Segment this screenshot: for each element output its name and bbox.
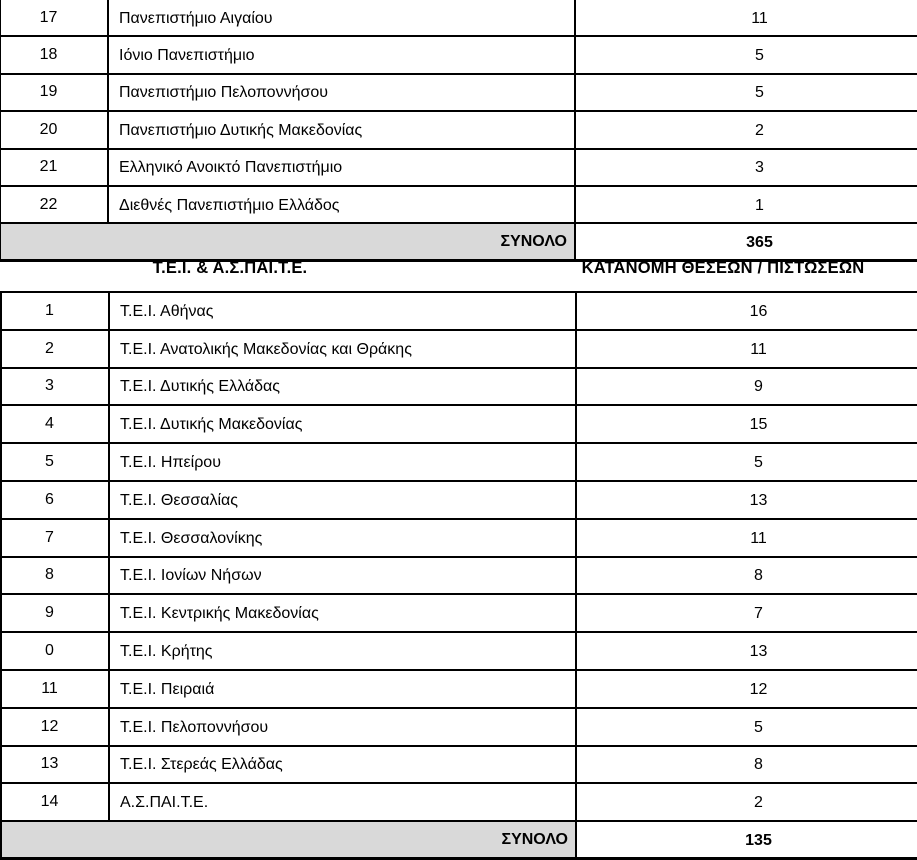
- table-row: [1, 36, 917, 73]
- row-index: 20: [1, 111, 109, 148]
- institution-name: Ιόνιο Πανεπιστήμιο: [108, 36, 575, 73]
- row-index: 2: [1, 330, 109, 368]
- allocation-value: 5: [576, 443, 917, 481]
- row-index: 19: [1, 74, 109, 111]
- row-index: 1: [1, 292, 109, 330]
- institution-name: Τ.Ε.Ι. Στερεάς Ελλάδας: [109, 746, 576, 784]
- row-index: 4: [1, 405, 109, 443]
- allocation-value: 11: [575, 0, 917, 36]
- total-row: [1, 821, 917, 859]
- institution-name: Πανεπιστήμιο Πελοποννήσου: [108, 74, 575, 111]
- table-row: [1, 330, 917, 368]
- table-row: [1, 74, 917, 111]
- total-value: 365: [575, 223, 917, 261]
- table-row: [1, 783, 917, 821]
- allocation-value: 5: [576, 708, 917, 746]
- total-value: 135: [576, 821, 917, 859]
- table-row: [1, 292, 917, 330]
- row-index: 8: [1, 557, 109, 595]
- institution-name: Τ.Ε.Ι. Ηπείρου: [109, 443, 576, 481]
- institution-name: Τ.Ε.Ι. Κεντρικής Μακεδονίας: [109, 594, 576, 632]
- institution-name: Πανεπιστήμιο Δυτικής Μακεδονίας: [108, 111, 575, 148]
- tei-table: [0, 291, 917, 860]
- table-row: [1, 405, 917, 443]
- institution-name: Τ.Ε.Ι. Πειραιά: [109, 670, 576, 708]
- allocation-value: 11: [576, 519, 917, 557]
- allocation-value: 13: [576, 632, 917, 670]
- total-label: ΣΥΝΟΛΟ: [1, 223, 576, 261]
- allocation-value: 3: [575, 149, 917, 186]
- row-index: 21: [1, 149, 109, 186]
- institution-name: Τ.Ε.Ι. Πελοποννήσου: [109, 708, 576, 746]
- institution-name: Τ.Ε.Ι. Δυτικής Ελλάδας: [109, 368, 576, 406]
- allocation-value: 12: [576, 670, 917, 708]
- institution-name: Τ.Ε.Ι. Ανατολικής Μακεδονίας και Θράκης: [109, 330, 576, 368]
- table-row: [1, 111, 917, 148]
- allocation-value: 9: [576, 368, 917, 406]
- table-row: [1, 746, 917, 784]
- table-row: [1, 368, 917, 406]
- row-index: 3: [1, 368, 109, 406]
- table-row: [1, 557, 917, 595]
- institution-name: Α.Σ.ΠΑΙ.Τ.Ε.: [109, 783, 576, 821]
- row-index: 6: [1, 481, 109, 519]
- allocation-value: 7: [576, 594, 917, 632]
- institution-name: Ελληνικό Ανοικτό Πανεπιστήμιο: [108, 149, 575, 186]
- allocation-value: 2: [576, 783, 917, 821]
- allocation-value: 13: [576, 481, 917, 519]
- allocation-value: 8: [576, 557, 917, 595]
- total-label: ΣΥΝΟΛΟ: [1, 821, 576, 859]
- institution-name: Τ.Ε.Ι. Δυτικής Μακεδονίας: [109, 405, 576, 443]
- allocation-value: 1: [575, 186, 917, 223]
- table-row: [1, 149, 917, 186]
- institution-name: Διεθνές Πανεπιστήμιο Ελλάδος: [108, 186, 575, 223]
- table-row: [1, 0, 917, 36]
- row-index: 0: [1, 632, 109, 670]
- institution-name: Τ.Ε.Ι. Κρήτης: [109, 632, 576, 670]
- institution-name: Πανεπιστήμιο Αιγαίου: [108, 0, 575, 36]
- universities-table: [0, 0, 917, 262]
- table-row: [1, 708, 917, 746]
- row-index: 17: [1, 0, 109, 36]
- row-index: 14: [1, 783, 109, 821]
- allocation-value: 8: [576, 746, 917, 784]
- allocation-value: 16: [576, 292, 917, 330]
- table-row: [1, 443, 917, 481]
- institution-name: Τ.Ε.Ι. Ιονίων Νήσων: [109, 557, 576, 595]
- institution-name: Τ.Ε.Ι. Θεσσαλονίκης: [109, 519, 576, 557]
- allocation-value: 5: [575, 36, 917, 73]
- table-row: [1, 186, 917, 223]
- allocation-value: 5: [575, 74, 917, 111]
- row-index: 18: [1, 36, 109, 73]
- row-index: 22: [1, 186, 109, 223]
- table-row: [1, 519, 917, 557]
- row-index: 7: [1, 519, 109, 557]
- allocation-value: 2: [575, 111, 917, 148]
- row-index: 12: [1, 708, 109, 746]
- table-row: [1, 632, 917, 670]
- row-index: 13: [1, 746, 109, 784]
- row-index: 9: [1, 594, 109, 632]
- row-index: 5: [1, 443, 109, 481]
- table-row: [1, 481, 917, 519]
- tei-header-title: Τ.Ε.Ι. & Α.Σ.ΠΑΙ.Τ.Ε.: [0, 259, 460, 278]
- tei-table-header: [0, 237, 917, 291]
- institution-name: Τ.Ε.Ι. Αθήνας: [109, 292, 576, 330]
- institution-name: Τ.Ε.Ι. Θεσσαλίας: [109, 481, 576, 519]
- row-index: 11: [1, 670, 109, 708]
- allocation-header-title: ΚΑΤΑΝΟΜΗ ΘΕΣΕΩΝ / ΠΙΣΤΩΣΕΩΝ: [550, 259, 896, 278]
- allocation-value: 15: [576, 405, 917, 443]
- allocation-value: 11: [576, 330, 917, 368]
- table-row: [1, 670, 917, 708]
- table-row: [1, 594, 917, 632]
